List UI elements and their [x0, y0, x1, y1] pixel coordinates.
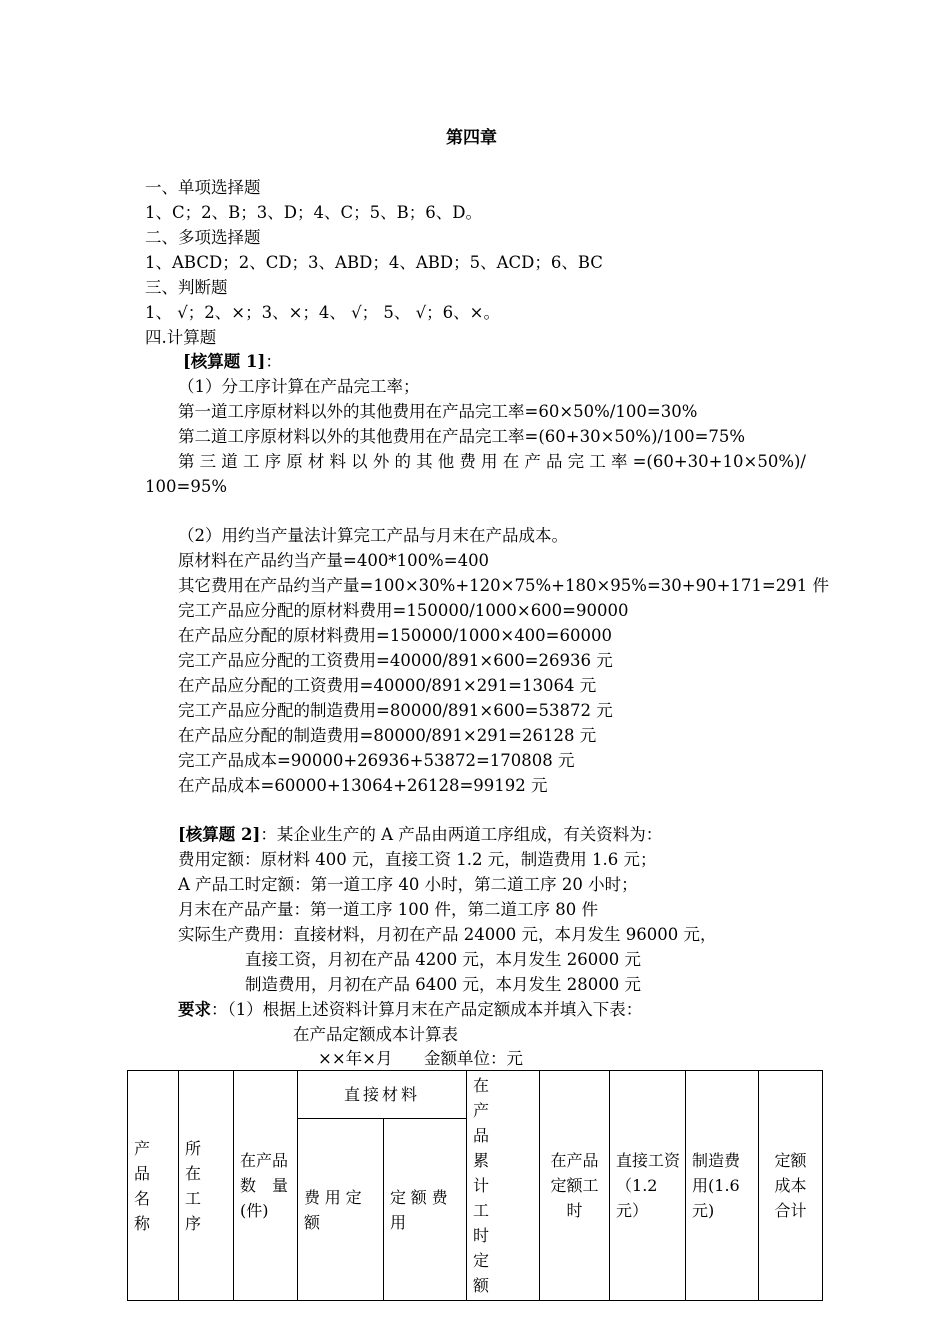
q1-calc-7: 在产品应分配的制造费用=80000/891×291=26128 元	[178, 726, 597, 745]
header-quantity: 在产品数量(件)	[234, 1071, 298, 1301]
q2-line-3: 实际生产费用：直接材料，月初在产品 24000 元，本月发生 96000 元，	[178, 925, 717, 944]
q2-req-text: ：（1）根据上述资料计算月末在产品定额成本并填入下表：	[211, 1000, 643, 1019]
section-multi-choice-answers: 1、ABCD；2、CD；3、ABD；4、ABD；5、ACD；6、BC	[145, 253, 603, 272]
q2-requirement-line	[178, 997, 642, 1022]
header-fee-quota: 费用定额	[298, 1119, 384, 1301]
q2-indent-line-1: 制造费用，月初在产品 6400 元，本月发生 28000 元	[245, 975, 641, 994]
section-judgement-heading: 三、判断题	[145, 278, 228, 297]
section-multi-choice-heading: 二、多项选择题	[145, 228, 261, 247]
header-product-name: 产品名称	[128, 1071, 179, 1301]
q2-label: [核算题 2]	[178, 825, 261, 844]
q2-indent-line-0: 直接工资，月初在产品 4200 元，本月发生 26000 元	[245, 950, 641, 969]
header-process: 所在工序	[179, 1071, 234, 1301]
q1-line1: 第一道工序原材料以外的其他费用在产品完工率=60×50%/100=30%	[178, 402, 698, 421]
section-calc-heading: 四.计算题	[145, 328, 217, 347]
header-total-quota-cost: 定额成本合计	[759, 1071, 823, 1301]
q1-calc-1: 其它费用在产品约当产量=100×30%+120×75%+180×95%=30+90+171=291 件	[178, 576, 829, 595]
q1-part2-heading: （2）用约当产量法计算完工产品与月末在产品成本。	[178, 526, 568, 545]
q1-line3a: 第三道工序原材料以外的其他费用在产品完工率=(60+30+10×50%)/	[178, 452, 806, 471]
header-quota-hours: 在产品定额工时	[540, 1071, 610, 1301]
q1-calc-3: 在产品应分配的原材料费用=150000/1000×400=60000	[178, 626, 612, 645]
q1-calc-9: 在产品成本=60000+13064+26128=99192 元	[178, 776, 548, 795]
q2-intro: ：某企业生产的 A 产品由两道工序组成，有关资料为：	[260, 825, 663, 844]
q1-label-suffix: ：	[265, 352, 282, 371]
table-subtitle: ××年×月 金额单位：元	[318, 1049, 523, 1068]
header-cumulative-hours: 在产品累计工时定额	[467, 1071, 540, 1301]
q2-intro-line	[178, 822, 662, 847]
q1-calc-5: 在产品应分配的工资费用=40000/891×291=13064 元	[178, 676, 597, 695]
header-quota-cost: 定额费用	[384, 1119, 467, 1301]
section-single-choice-heading: 一、单项选择题	[145, 178, 261, 197]
q1-calc-4: 完工产品应分配的工资费用=40000/891×600=26936 元	[178, 651, 613, 670]
header-direct-wage: 直接工资（1.2元）	[610, 1071, 686, 1301]
q1-calc-8: 完工产品成本=90000+26936+53872=170808 元	[178, 751, 575, 770]
q1-line2: 第二道工序原材料以外的其他费用在产品完工率=(60+30×50%)/100=75%	[178, 427, 746, 446]
chapter-title: 第四章	[446, 128, 497, 148]
header-direct-material: 直接材料	[298, 1071, 467, 1119]
table-title: 在产品定额成本计算表	[293, 1025, 458, 1044]
q2-line-1: A 产品工时定额：第一道工序 40 小时，第二道工序 20 小时；	[178, 875, 638, 894]
q1-calc-6: 完工产品应分配的制造费用=80000/891×600=53872 元	[178, 701, 613, 720]
q1-calc-0: 原材料在产品约当产量=400*100%=400	[178, 551, 490, 570]
q1-label-line	[183, 349, 282, 374]
q1-calc-2: 完工产品应分配的原材料费用=150000/1000×600=90000	[178, 601, 629, 620]
quota-cost-table	[127, 1070, 823, 1301]
q1-line3b: 100=95%	[145, 477, 227, 496]
q2-line-2: 月末在产品产量：第一道工序 100 件，第二道工序 80 件	[178, 900, 598, 919]
q1-part1-heading: （1）分工序计算在产品完工率；	[178, 377, 420, 396]
section-judgement-answers: 1、 √；2、×；3、×；4、 √； 5、 √；6、×。	[145, 303, 500, 322]
section-single-choice-answers: 1、C；2、B；3、D；4、C；5、B；6、D。	[145, 203, 482, 222]
q1-label: [核算题 1]	[183, 352, 266, 371]
q2-req-label: 要求	[178, 1000, 211, 1019]
q2-line-0: 费用定额：原材料 400 元，直接工资 1.2 元，制造费用 1.6 元；	[178, 850, 657, 869]
header-overhead: 制造费用(1.6元)	[686, 1071, 759, 1301]
